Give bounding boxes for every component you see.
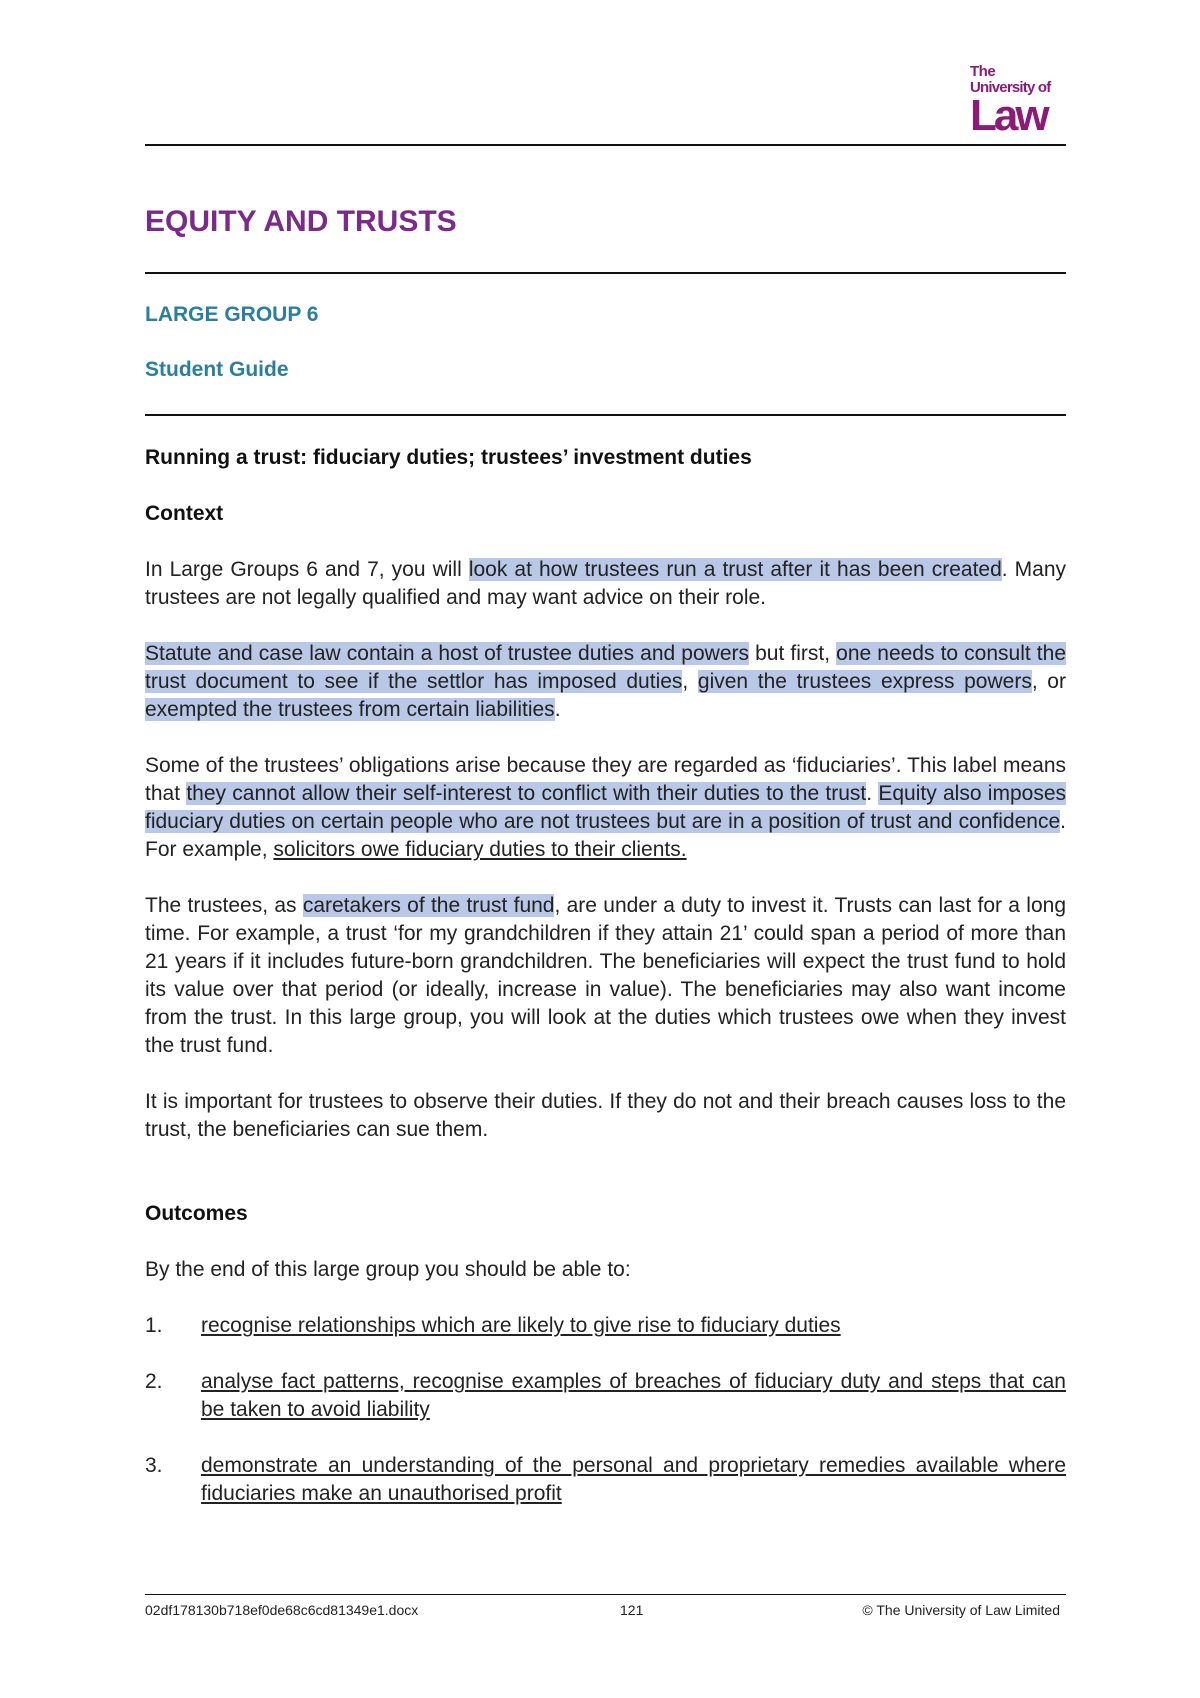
text-run: . bbox=[866, 782, 879, 805]
text-run: but first, bbox=[749, 642, 837, 665]
text-run: . For example, bbox=[145, 810, 1066, 861]
highlighted-text: Equity also imposes fiduciary duties on certain people who are not trustees but are in a position of trust and confidence bbox=[145, 782, 1066, 833]
outcomes-heading: Outcomes bbox=[145, 1202, 248, 1225]
document-title: EQUITY AND TRUSTS bbox=[145, 205, 457, 238]
list-item bbox=[145, 1368, 1066, 1424]
logo-line-3: Law bbox=[970, 91, 1047, 140]
large-group-label: LARGE GROUP 6 bbox=[145, 303, 319, 326]
context-paragraph-1 bbox=[145, 556, 1066, 612]
topic-heading: Running a trust: fiduciary duties; trustees’ investment duties bbox=[145, 446, 752, 469]
logo-line-2: University of bbox=[970, 79, 1051, 96]
highlighted-text: caretakers of the trust fund bbox=[302, 894, 555, 917]
footer-rule bbox=[145, 1594, 1066, 1595]
document-filename: 02df178130b718ef0de68c6cd81349e1.docx bbox=[145, 1602, 419, 1618]
highlighted-text: look at how trustees run a trust after it has been created bbox=[468, 558, 1002, 581]
text-run: In Large Groups 6 and 7, you will bbox=[145, 558, 469, 581]
text-run: , are under a duty to invest it. Trusts can last for a long time. For example, a trust ‘for my grandchildren if they attain 21’ could span a period of more than 21 years if it includes future-born grandchildren. The beneficiaries will expect the trust fund to hold its value over that period (or ideally, increase in value). The beneficiaries may also want income from the trust. In this large group, you will look at the duties which trustees owe when they invest the trust fund. bbox=[145, 894, 1066, 1057]
text-run: . Many trustees are not legally qualified and may want advice on their role. bbox=[145, 558, 1067, 609]
outcomes-list bbox=[145, 1312, 1066, 1508]
item-number: 1. bbox=[145, 1314, 163, 1337]
outcomes-intro: By the end of this large group you should be able to: bbox=[145, 1258, 631, 1281]
underlined-text: solicitors owe fiduciary duties to their clients. bbox=[273, 838, 687, 861]
page-number: 121 bbox=[620, 1602, 644, 1618]
text-run: Some of the trustees’ obligations arise because they are regarded as ‘fiduciaries’. This label means that bbox=[145, 754, 1066, 805]
student-guide-label: Student Guide bbox=[145, 358, 289, 381]
highlighted-text: given the trustees express powers bbox=[697, 670, 1032, 693]
item-number: 2. bbox=[145, 1370, 163, 1393]
highlighted-text: exempted the trustees from certain liabilities bbox=[145, 698, 555, 721]
context-paragraph-3 bbox=[145, 752, 1066, 864]
list-item bbox=[145, 1312, 1066, 1340]
university-logo bbox=[970, 63, 1070, 140]
text-run: , bbox=[682, 670, 698, 693]
context-paragraph-4 bbox=[145, 892, 1066, 1060]
header-rule bbox=[145, 144, 1066, 146]
highlighted-text: one needs to consult the trust document to see if the settlor has imposed duties bbox=[145, 642, 1066, 693]
item-text: analyse fact patterns, recognise examples of breaches of fiduciary duty and steps that can be taken to avoid liability bbox=[201, 1370, 1066, 1421]
item-number: 3. bbox=[145, 1454, 163, 1477]
highlighted-text: they cannot allow their self-interest to conflict with their duties to the trust bbox=[186, 782, 867, 805]
copyright-notice: © The University of Law Limited bbox=[862, 1602, 1060, 1618]
title-rule bbox=[145, 272, 1066, 274]
text-run: The trustees, as bbox=[145, 894, 303, 917]
list-item bbox=[145, 1452, 1066, 1508]
item-text: demonstrate an understanding of the personal and proprietary remedies available where fiduciaries make an unauthorised profit bbox=[201, 1454, 1066, 1505]
text-run: , or bbox=[1031, 670, 1066, 693]
section-rule bbox=[145, 414, 1066, 416]
logo-line-1: The bbox=[970, 63, 996, 80]
highlighted-text: Statute and case law contain a host of trustee duties and powers bbox=[145, 642, 750, 665]
context-paragraph-5: It is important for trustees to observe their duties. If they do not and their breach causes loss to the trust, the beneficiaries can sue them. bbox=[145, 1090, 1066, 1141]
item-text: recognise relationships which are likely to give rise to fiduciary duties bbox=[201, 1314, 841, 1337]
text-run: . bbox=[554, 698, 561, 721]
context-heading: Context bbox=[145, 502, 224, 525]
context-paragraph-2 bbox=[145, 640, 1066, 724]
main-content bbox=[145, 444, 1066, 1536]
